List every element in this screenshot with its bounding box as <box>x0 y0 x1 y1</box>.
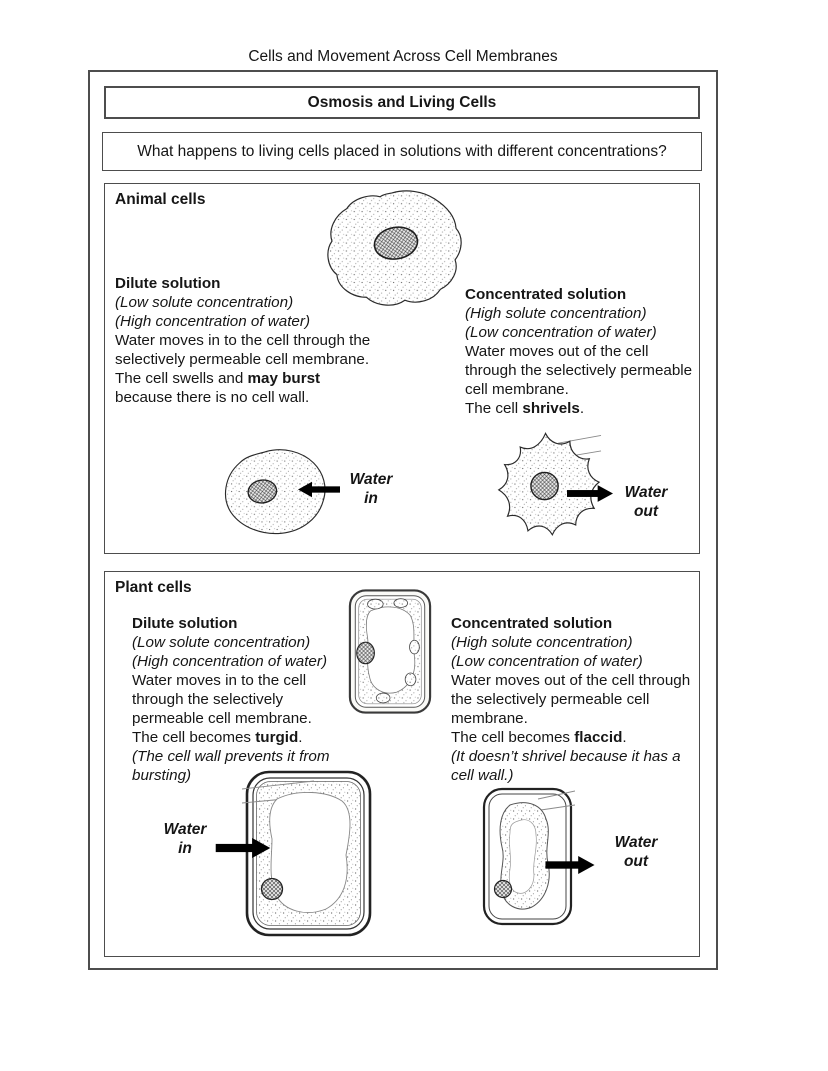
animal-dilute-result <box>115 369 371 407</box>
plant-cell-normal-illustration <box>346 586 434 717</box>
plant-conc-result-post: . <box>622 729 627 746</box>
animal-cells-section <box>104 183 700 554</box>
page-title: Cells and Movement Across Cell Membranes <box>248 48 558 65</box>
water-out-line2: out <box>623 853 649 870</box>
water-out-line1: Water <box>624 484 668 501</box>
plant-cell-normal-figure <box>346 586 434 717</box>
water-out-line1: Water <box>614 834 658 851</box>
water-in-line2: in <box>364 490 378 507</box>
plant-conc-result-bold: flaccid <box>574 729 623 746</box>
water-in-line2: in <box>178 840 192 857</box>
plant-water-out-label <box>608 833 664 871</box>
animal-dilute-result-pre: The cell swells and <box>115 370 248 387</box>
animal-dilute-result-post: because there is no cell wall. <box>115 389 310 406</box>
plant-dilute-result-pre: The cell becomes <box>132 729 256 746</box>
question-text: What happens to living cells placed in solutions with different concentrations? <box>137 142 667 160</box>
animal-cells-heading: Animal cells <box>115 191 206 208</box>
plant-dilute-result <box>132 728 352 747</box>
arrow-left-icon <box>298 481 340 498</box>
plant-conc-body: Water moves out of the cell through the selectively permeable cell membrane. <box>451 672 691 727</box>
animal-conc-result <box>465 399 697 418</box>
arrow-right-icon <box>542 856 598 874</box>
plant-cells-section <box>104 571 700 957</box>
plant-dilute-sub1: (Low solute concentration) <box>132 634 311 651</box>
animal-concentrated-text <box>465 285 697 418</box>
arrow-right-icon <box>211 838 275 858</box>
plant-conc-note: (It doesn’t shrivel because it has a cell wall.) <box>451 748 681 784</box>
animal-conc-sub2: (Low concentration of water) <box>465 324 657 341</box>
plant-dilute-body: Water moves in to the cell through the selectively permeable cell membrane. <box>132 672 312 727</box>
animal-dilute-body: Water moves in to the cell through the selectively permeable cell membrane. <box>115 332 371 368</box>
plant-dilute-note: (The cell wall prevents it from bursting) <box>132 748 330 784</box>
animal-conc-result-bold: shrivels <box>522 400 580 417</box>
plant-dilute-title: Dilute solution <box>132 615 238 632</box>
animal-dilute-sub1: (Low solute concentration) <box>115 294 294 311</box>
section-title: Osmosis and Living Cells <box>307 93 497 111</box>
animal-conc-result-post: . <box>579 400 585 417</box>
water-out-arrow-plant <box>542 856 598 874</box>
plant-water-in-label <box>157 820 213 858</box>
water-out-line2: out <box>633 503 659 520</box>
water-in-arrow-plant <box>211 838 275 858</box>
animal-water-in-label <box>343 470 399 508</box>
worksheet-frame <box>88 70 718 970</box>
plant-dilute-text <box>132 614 352 785</box>
water-in-line1: Water <box>163 821 207 838</box>
plant-conc-result <box>451 728 691 747</box>
animal-conc-result-pre: The cell <box>465 400 523 417</box>
plant-dilute-result-post: . <box>298 729 303 746</box>
water-in-line1: Water <box>349 471 393 488</box>
animal-conc-body: Water moves out of the cell through the selectively permeable cell membrane. <box>465 343 693 398</box>
plant-dilute-result-bold: turgid <box>255 729 299 746</box>
animal-dilute-text <box>115 274 371 407</box>
section-title-box <box>104 86 700 119</box>
plant-conc-sub1: (High solute concentration) <box>451 634 633 651</box>
animal-dilute-result-bold: may burst <box>247 370 321 387</box>
plant-dilute-sub2: (High concentration of water) <box>132 653 327 670</box>
plant-conc-sub2: (Low concentration of water) <box>451 653 643 670</box>
animal-dilute-sub2: (High concentration of water) <box>115 313 310 330</box>
question-box <box>102 132 702 171</box>
plant-concentrated-text <box>451 614 691 785</box>
plant-conc-result-pre: The cell becomes <box>451 729 575 746</box>
water-in-arrow-animal <box>298 481 340 498</box>
animal-conc-title: Concentrated solution <box>465 286 627 303</box>
plant-cells-heading: Plant cells <box>115 579 192 596</box>
animal-water-out-label <box>617 483 675 521</box>
animal-dilute-title: Dilute solution <box>115 275 221 292</box>
plant-conc-title: Concentrated solution <box>451 615 613 632</box>
water-out-arrow-animal <box>567 485 613 502</box>
animal-conc-sub1: (High solute concentration) <box>465 305 647 322</box>
arrow-right-icon <box>567 485 613 502</box>
